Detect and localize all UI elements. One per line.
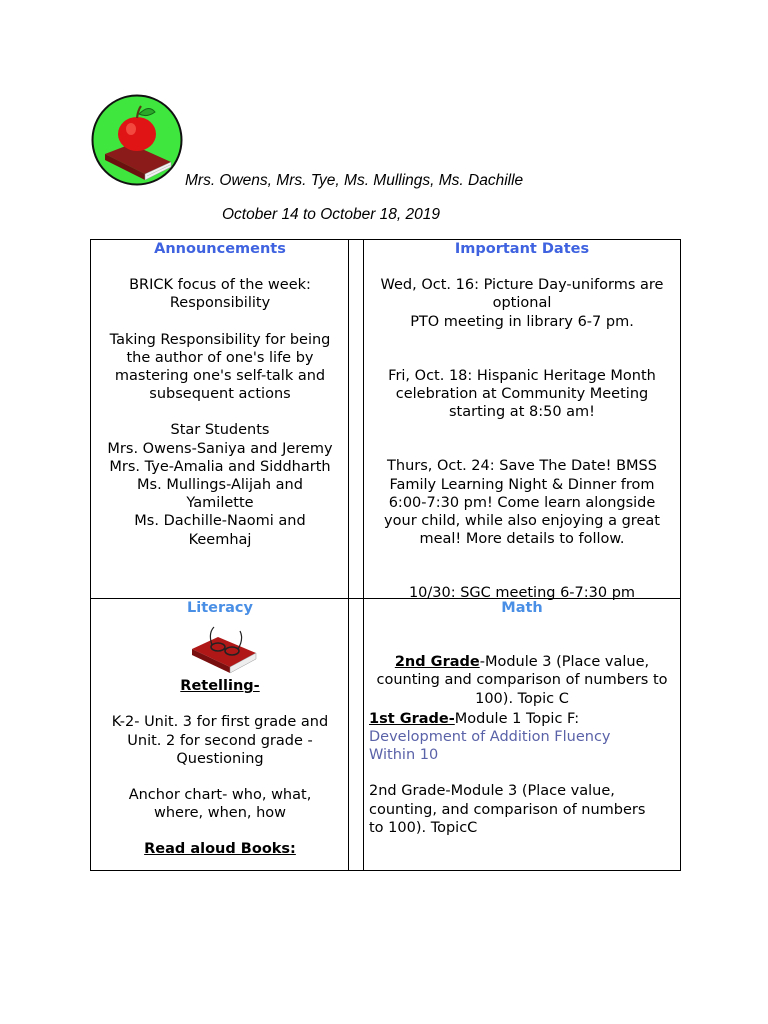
literacy-heading: Literacy xyxy=(187,600,253,616)
date-3-line-e: meal! More details to follow. xyxy=(419,531,625,548)
grade2b-line-a: 2nd Grade-Module 3 (Place value, xyxy=(369,783,615,800)
literacy-cell xyxy=(97,599,343,859)
star-student-2: Mrs. Tye-Amalia and Siddharth xyxy=(109,458,331,475)
brick-focus-line-1: BRICK focus of the week: xyxy=(129,277,311,294)
date-2-line-b: celebration at Community Meeting xyxy=(395,386,649,403)
grade1-link-line-b[interactable]: Within 10 xyxy=(369,747,439,764)
newsletter-table xyxy=(90,239,681,871)
retelling-heading: Retelling- xyxy=(180,678,260,695)
star-student-1: Mrs. Owens-Saniya and Jeremy xyxy=(107,440,333,457)
grade2-line-b: counting and comparison of numbers to xyxy=(376,672,668,689)
star-student-4b: Keemhaj xyxy=(188,531,252,548)
grade1-text-a: Module 1 Topic F: xyxy=(454,710,580,727)
apple-book-logo xyxy=(91,94,183,186)
grade2-text-a: -Module 3 (Place value, xyxy=(479,654,650,671)
grade1-label: 1st Grade- xyxy=(369,710,455,727)
date-1-line-a: Wed, Oct. 16: Picture Day-uniforms are xyxy=(380,277,664,294)
teacher-names: Mrs. Owens, Mrs. Tye, Ms. Mullings, Ms. Dachille xyxy=(185,172,524,189)
important-dates-heading: Important Dates xyxy=(454,241,590,257)
date-2-line-c: starting at 8:50 am! xyxy=(449,404,595,421)
grade1-line-a xyxy=(369,710,677,728)
date-3-line-a: Thurs, Oct. 24: Save The Date! BMSS xyxy=(387,458,657,475)
date-1-line-c: PTO meeting in library 6-7 pm. xyxy=(410,313,634,330)
week-dates: October 14 to October 18, 2019 xyxy=(222,206,440,223)
grade2b-line-c: to 100). TopicC xyxy=(369,819,478,836)
read-aloud-heading: Read aloud Books: xyxy=(144,841,296,858)
responsibility-desc-4: subsequent actions xyxy=(149,386,291,403)
responsibility-desc-2: the author of one's life by xyxy=(126,349,314,366)
responsibility-desc-1: Taking Responsibility for being xyxy=(109,331,331,348)
grade2-line-c: 100). Topic C xyxy=(475,690,569,707)
math-cell xyxy=(367,599,677,837)
important-dates-cell xyxy=(367,240,677,603)
grade2-label: 2nd Grade xyxy=(394,654,480,671)
unit-line-a: K-2- Unit. 3 for first grade and xyxy=(111,714,329,731)
brick-focus-line-2: Responsibility xyxy=(169,295,271,312)
date-3-line-c: 6:00-7:30 pm! Come learn alongside xyxy=(388,494,656,511)
grade2b-line-b: counting, and comparison of numbers xyxy=(369,801,646,818)
anchor-chart-line-b: where, when, how xyxy=(153,805,287,822)
date-1-line-b: optional xyxy=(492,295,552,312)
date-3-line-b: Family Learning Night & Dinner from xyxy=(389,476,655,493)
announcements-cell xyxy=(97,240,343,549)
book-glasses-image xyxy=(97,617,343,677)
unit-line-b: Unit. 2 for second grade - xyxy=(127,732,313,749)
announcements-heading: Announcements xyxy=(154,241,286,257)
grade2-line-a xyxy=(367,653,677,671)
book-with-glasses-icon xyxy=(188,619,260,675)
star-student-3b: Yamilette xyxy=(186,495,254,512)
math-heading: Math xyxy=(501,600,543,616)
star-student-3a: Ms. Mullings-Alijah and xyxy=(137,477,303,494)
date-3-line-d: your child, while also enjoying a great xyxy=(384,513,660,530)
star-students-title: Star Students xyxy=(170,422,270,439)
unit-line-c: Questioning xyxy=(176,750,264,767)
grade1-link-line-a[interactable]: Development of Addition Fluency xyxy=(369,729,611,746)
responsibility-desc-3: mastering one's self-talk and xyxy=(114,368,326,385)
anchor-chart-line-a: Anchor chart- who, what, xyxy=(128,787,312,804)
star-student-4a: Ms. Dachille-Naomi and xyxy=(134,513,306,530)
date-4: 10/30: SGC meeting 6-7:30 pm xyxy=(408,585,636,602)
date-2-line-a: Fri, Oct. 18: Hispanic Heritage Month xyxy=(388,367,656,384)
